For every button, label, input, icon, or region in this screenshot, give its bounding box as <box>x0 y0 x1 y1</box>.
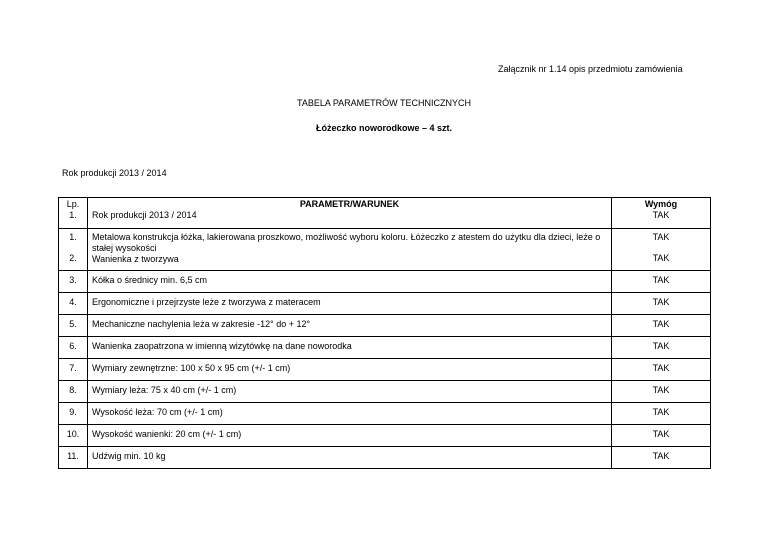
header-param-cell <box>88 198 612 229</box>
table-row <box>59 403 711 425</box>
req-cell <box>612 315 711 337</box>
param-cell <box>88 359 612 381</box>
table-row <box>59 359 711 381</box>
req-8: TAK <box>652 385 670 395</box>
req-cell <box>612 293 711 315</box>
req-2a: TAK <box>652 232 670 242</box>
param-header: PARAMETR/WARUNEK <box>299 199 400 209</box>
req-3: TAK <box>652 275 670 285</box>
header-row <box>59 198 711 229</box>
lp-1: 1. <box>69 210 77 220</box>
table-row <box>59 315 711 337</box>
lp-cell <box>59 271 88 293</box>
table-row <box>59 337 711 359</box>
param-cell <box>88 447 612 469</box>
req-cell <box>612 229 711 271</box>
param-cell <box>88 229 612 271</box>
lp-cell <box>59 425 88 447</box>
req-cell <box>612 447 711 469</box>
req-6: TAK <box>652 341 670 351</box>
lp-7: 7. <box>69 363 77 373</box>
lp-11: 11. <box>67 451 79 461</box>
lp-cell <box>59 315 88 337</box>
req-cell <box>612 271 711 293</box>
req-5: TAK <box>652 319 670 329</box>
req-9: TAK <box>652 407 670 417</box>
table-row <box>59 447 711 469</box>
lp-cell <box>59 337 88 359</box>
lp-6: 6. <box>69 341 77 351</box>
param-6: Wanienka zaopatrzona w imienną wizytówkę na dane noworodka <box>92 341 352 351</box>
param-5: Mechaniczne nachylenia leża w zakresie -12° do + 12° <box>92 319 311 329</box>
req-cell <box>612 381 711 403</box>
lp-cell <box>59 381 88 403</box>
lp-cell <box>59 447 88 469</box>
param-8: Wymiary leża: 75 x 40 cm (+/- 1 cm) <box>92 385 237 395</box>
req-4: TAK <box>652 297 670 307</box>
req-11: TAK <box>652 451 670 461</box>
req-7: TAK <box>652 363 670 373</box>
header-req-cell <box>612 198 711 229</box>
param-11: Udźwig min. 10 kg <box>92 451 166 461</box>
param-cell <box>88 293 612 315</box>
table-row <box>59 381 711 403</box>
lp-cell <box>59 229 88 271</box>
param-2a: Metalowa konstrukcja łóżka, lakierowana proszkowo, możliwość wyboru koloru. Łóżeczko z atestem do użytku dla dzieci, leże o stałej wysokości <box>92 232 601 253</box>
req-cell <box>612 403 711 425</box>
param-cell <box>88 381 612 403</box>
table-row <box>59 425 711 447</box>
req-1: TAK <box>652 210 670 220</box>
production-year: Rok produkcji 2013 / 2014 <box>62 168 167 178</box>
lp-8: 8. <box>69 385 77 395</box>
param-3: Kółka o średnicy min. 6,5 cm <box>92 275 208 285</box>
param-cell <box>88 271 612 293</box>
param-2b: Wanienka z tworzywa <box>92 254 179 264</box>
param-cell <box>88 315 612 337</box>
req-header: Wymóg <box>644 199 678 209</box>
req-2b: TAK <box>652 253 670 263</box>
param-cell <box>88 337 612 359</box>
lp-5: 5. <box>69 319 77 329</box>
annex-label: Załącznik nr 1.14 opis przedmiotu zamówienia <box>498 64 683 74</box>
table-row <box>59 229 711 271</box>
param-9: Wysokość leża: 70 cm (+/- 1 cm) <box>92 407 223 417</box>
lp-10: 10. <box>66 429 80 439</box>
param-4: Ergonomiczne i przejrzyste leże z tworzywa z materacem <box>92 297 321 307</box>
lp-3: 3. <box>69 275 77 285</box>
req-cell <box>612 425 711 447</box>
lp-9: 9. <box>69 407 77 417</box>
lp-4: 4. <box>69 297 77 307</box>
lp-cell <box>59 293 88 315</box>
req-cell <box>612 359 711 381</box>
param-cell <box>88 403 612 425</box>
param-1: Rok produkcji 2013 / 2014 <box>92 210 197 220</box>
table-title: TABELA PARAMETRÓW TECHNICZNYCH <box>296 98 472 108</box>
lp-cell <box>59 403 88 425</box>
req-cell <box>612 337 711 359</box>
lp-cell <box>59 359 88 381</box>
lp-blank: 1. <box>69 232 77 242</box>
param-7: Wymiary zewnętrzne: 100 x 50 x 95 cm (+/- 1 cm) <box>92 363 291 373</box>
table-row <box>59 293 711 315</box>
param-cell <box>88 425 612 447</box>
parameters-table <box>58 197 711 469</box>
table-row <box>59 271 711 293</box>
param-10: Wysokość wanienki: 20 cm (+/- 1 cm) <box>92 429 242 439</box>
header-lp-cell <box>59 198 88 229</box>
lp-2: 2. <box>69 253 77 263</box>
lp-header: Lp. <box>66 199 80 209</box>
req-10: TAK <box>652 429 670 439</box>
document-subtitle: Łóżeczko noworodkowe – 4 szt. <box>315 123 453 133</box>
